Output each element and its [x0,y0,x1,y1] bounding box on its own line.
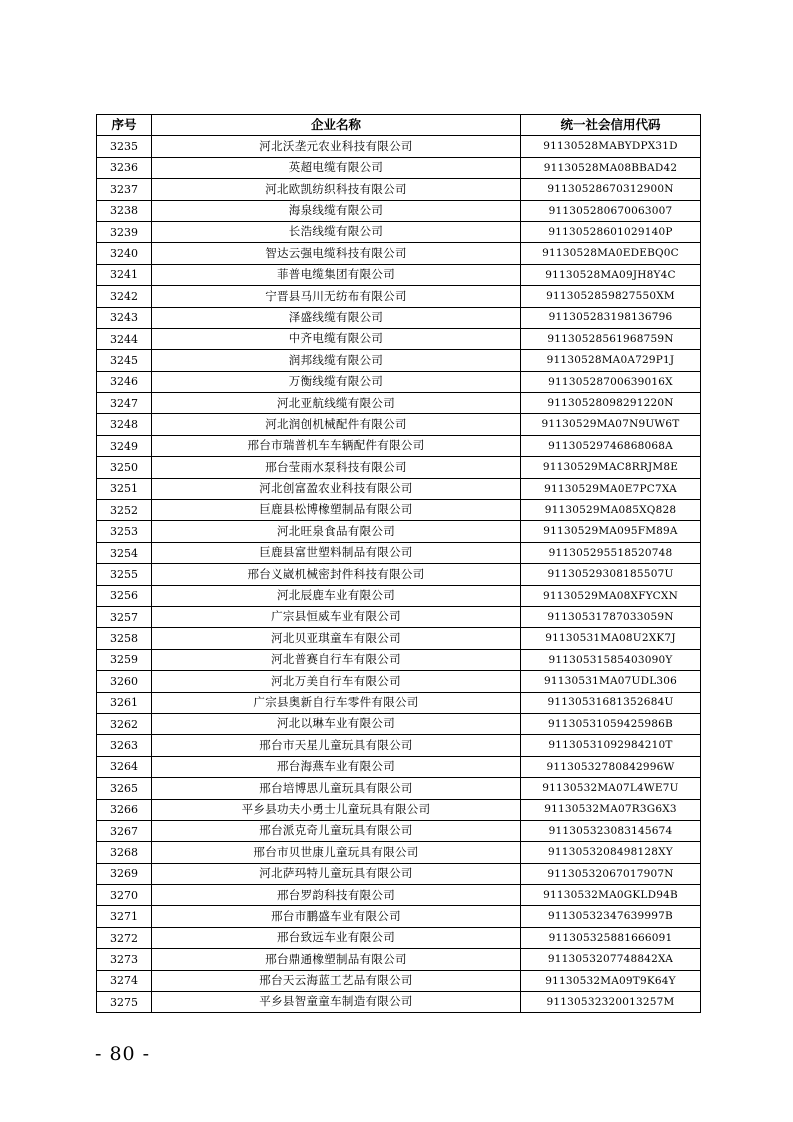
row-seq: 3244 [97,328,152,349]
row-credit-code: 91130528098291220N [521,393,701,414]
table-row [97,286,701,307]
row-credit-code: 91130529MA07N9UW6T [521,414,701,435]
row-seq: 3274 [97,970,152,991]
table-row [97,606,701,627]
table-row [97,628,701,649]
row-seq: 3235 [97,136,152,157]
row-credit-code: 91130529MA085XQ828 [521,500,701,521]
table-row [97,585,701,606]
row-credit-code: 91130528670312900N [521,179,701,200]
row-seq: 3269 [97,863,152,884]
header-seq: 序号 [97,115,152,136]
table-row [97,328,701,349]
row-seq: 3249 [97,435,152,456]
table-row [97,521,701,542]
table-row [97,842,701,863]
table-row [97,542,701,563]
table-row [97,671,701,692]
row-company-name: 邢台海燕车业有限公司 [152,756,521,777]
row-company-name: 河北创富盈农业科技有限公司 [152,478,521,499]
row-company-name: 长浩线缆有限公司 [152,221,521,242]
row-credit-code: 91130528MA0EDEBQ0C [521,243,701,264]
row-seq: 3261 [97,692,152,713]
row-seq: 3256 [97,585,152,606]
row-seq: 3242 [97,286,152,307]
row-seq: 3253 [97,521,152,542]
row-seq: 3255 [97,564,152,585]
row-credit-code: 91130532MA07L4WE7U [521,778,701,799]
row-company-name: 邢台罗韵科技有限公司 [152,885,521,906]
row-seq: 3271 [97,906,152,927]
row-credit-code: 91130529MA095FM89A [521,521,701,542]
table-row [97,820,701,841]
table-row [97,649,701,670]
row-seq: 3268 [97,842,152,863]
row-seq: 3237 [97,179,152,200]
row-seq: 3243 [97,307,152,328]
table-row [97,778,701,799]
table-row [97,350,701,371]
table-row [97,799,701,820]
row-company-name: 河北万美自行车有限公司 [152,671,521,692]
table-row [97,157,701,178]
table-row [97,906,701,927]
row-credit-code: 9113053207748842XA [521,949,701,970]
row-credit-code: 91130528700639016X [521,371,701,392]
table-header-row [97,115,701,136]
row-credit-code: 911305295518520748 [521,542,701,563]
row-credit-code: 91130528MA09JH8Y4C [521,264,701,285]
row-seq: 3262 [97,713,152,734]
row-seq: 3251 [97,478,152,499]
table-row [97,221,701,242]
row-credit-code: 91130531092984210T [521,735,701,756]
row-credit-code: 911305323083145674 [521,820,701,841]
row-seq: 3252 [97,500,152,521]
row-seq: 3246 [97,371,152,392]
table-row [97,713,701,734]
row-credit-code: 91130531059425986B [521,713,701,734]
row-credit-code: 91130531MA08U2XK7J [521,628,701,649]
row-company-name: 邢台市瑞普机车车辆配件有限公司 [152,435,521,456]
header-company-name: 企业名称 [152,115,521,136]
row-seq: 3266 [97,799,152,820]
page-number: - 80 - [95,1043,151,1065]
row-seq: 3265 [97,778,152,799]
row-seq: 3267 [97,820,152,841]
row-seq: 3273 [97,949,152,970]
row-credit-code: 91130532067017907N [521,863,701,884]
row-credit-code: 91130532MA0GKLD94B [521,885,701,906]
row-seq: 3247 [97,393,152,414]
row-company-name: 河北欧凯纺织科技有限公司 [152,179,521,200]
row-company-name: 河北萨玛特儿童玩具有限公司 [152,863,521,884]
header-credit-code: 统一社会信用代码 [521,115,701,136]
row-credit-code: 91130528MA0A729P1J [521,350,701,371]
row-seq: 3257 [97,606,152,627]
row-company-name: 河北以琳车业有限公司 [152,713,521,734]
row-company-name: 润邦线缆有限公司 [152,350,521,371]
table-row [97,970,701,991]
row-company-name: 巨鹿县富世塑料制品有限公司 [152,542,521,563]
table-row [97,478,701,499]
row-company-name: 邢台市贝世康儿童玩具有限公司 [152,842,521,863]
table-row [97,435,701,456]
row-company-name: 平乡县功夫小勇士儿童玩具有限公司 [152,799,521,820]
row-company-name: 河北辰鹿车业有限公司 [152,585,521,606]
row-credit-code: 91130531787033059N [521,606,701,627]
row-credit-code: 91130529MA0E7PC7XA [521,478,701,499]
row-company-name: 广宗县恒威车业有限公司 [152,606,521,627]
row-company-name: 河北贝亚琪童车有限公司 [152,628,521,649]
row-company-name: 中齐电缆有限公司 [152,328,521,349]
row-seq: 3270 [97,885,152,906]
row-credit-code: 91130529MAC8RRJM8E [521,457,701,478]
table-row [97,414,701,435]
row-seq: 3241 [97,264,152,285]
row-credit-code: 9113053208498128XY [521,842,701,863]
table-row [97,200,701,221]
row-seq: 3275 [97,992,152,1013]
row-seq: 3263 [97,735,152,756]
row-credit-code: 91130532320013257M [521,992,701,1013]
row-credit-code: 91130529MA08XFYCXN [521,585,701,606]
table-row [97,885,701,906]
row-credit-code: 91130531681352684U [521,692,701,713]
table-row [97,927,701,948]
table-row [97,243,701,264]
row-company-name: 泽盛线缆有限公司 [152,307,521,328]
table-row [97,863,701,884]
table-row [97,371,701,392]
row-company-name: 邢台莹雨水泵科技有限公司 [152,457,521,478]
row-seq: 3245 [97,350,152,371]
row-company-name: 邢台鼎通橡塑制品有限公司 [152,949,521,970]
row-company-name: 河北普赛自行车有限公司 [152,649,521,670]
row-company-name: 邢台致远车业有限公司 [152,927,521,948]
row-credit-code: 91130528561968759N [521,328,701,349]
row-company-name: 邢台义崴机械密封件科技有限公司 [152,564,521,585]
row-company-name: 平乡县智童童车制造有限公司 [152,992,521,1013]
row-credit-code: 91130532MA07R3G6X3 [521,799,701,820]
row-credit-code: 911305280670063007 [521,200,701,221]
row-credit-code: 91130528601029140P [521,221,701,242]
row-company-name: 邢台市天星儿童玩具有限公司 [152,735,521,756]
row-seq: 3258 [97,628,152,649]
row-credit-code: 911305283198136796 [521,307,701,328]
enterprise-table-container [96,114,700,1013]
table-row [97,564,701,585]
row-seq: 3250 [97,457,152,478]
row-company-name: 河北润创机械配件有限公司 [152,414,521,435]
row-seq: 3254 [97,542,152,563]
row-seq: 3239 [97,221,152,242]
row-credit-code: 91130532MA09T9K64Y [521,970,701,991]
row-credit-code: 91130532780842996W [521,756,701,777]
table-row [97,735,701,756]
row-credit-code: 91130528MABYDPX31D [521,136,701,157]
row-seq: 3259 [97,649,152,670]
row-seq: 3260 [97,671,152,692]
table-row [97,393,701,414]
row-credit-code: 91130532347639997B [521,906,701,927]
row-company-name: 宁晋县马川无纺布有限公司 [152,286,521,307]
table-row [97,692,701,713]
row-seq: 3248 [97,414,152,435]
row-company-name: 智达云强电缆科技有限公司 [152,243,521,264]
table-row [97,949,701,970]
row-company-name: 河北亚航线缆有限公司 [152,393,521,414]
row-company-name: 河北旺泉食品有限公司 [152,521,521,542]
row-seq: 3264 [97,756,152,777]
table-row [97,264,701,285]
row-company-name: 邢台天云海蓝工艺品有限公司 [152,970,521,991]
row-company-name: 广宗县奥新自行车零件有限公司 [152,692,521,713]
row-seq: 3240 [97,243,152,264]
row-credit-code: 91130529308185507U [521,564,701,585]
row-seq: 3238 [97,200,152,221]
row-company-name: 海泉线缆有限公司 [152,200,521,221]
row-company-name: 邢台市鹏盛车业有限公司 [152,906,521,927]
row-seq: 3236 [97,157,152,178]
enterprise-table [96,114,701,1013]
row-company-name: 巨鹿县松博橡塑制品有限公司 [152,500,521,521]
row-credit-code: 91130528MA08BBAD42 [521,157,701,178]
table-row [97,992,701,1013]
row-company-name: 万衡线缆有限公司 [152,371,521,392]
row-credit-code: 9113052859827550XM [521,286,701,307]
row-credit-code: 91130531585403090Y [521,649,701,670]
row-credit-code: 91130531MA07UDL306 [521,671,701,692]
table-row [97,756,701,777]
table-row [97,457,701,478]
table-row [97,307,701,328]
table-body [97,136,701,1013]
row-credit-code: 911305325881666091 [521,927,701,948]
row-company-name: 河北沃垄元农业科技有限公司 [152,136,521,157]
table-row [97,179,701,200]
table-row [97,500,701,521]
row-company-name: 英超电缆有限公司 [152,157,521,178]
row-seq: 3272 [97,927,152,948]
row-credit-code: 91130529746868068A [521,435,701,456]
table-row [97,136,701,157]
row-company-name: 菲普电缆集团有限公司 [152,264,521,285]
row-company-name: 邢台培博思儿童玩具有限公司 [152,778,521,799]
row-company-name: 邢台派克奇儿童玩具有限公司 [152,820,521,841]
